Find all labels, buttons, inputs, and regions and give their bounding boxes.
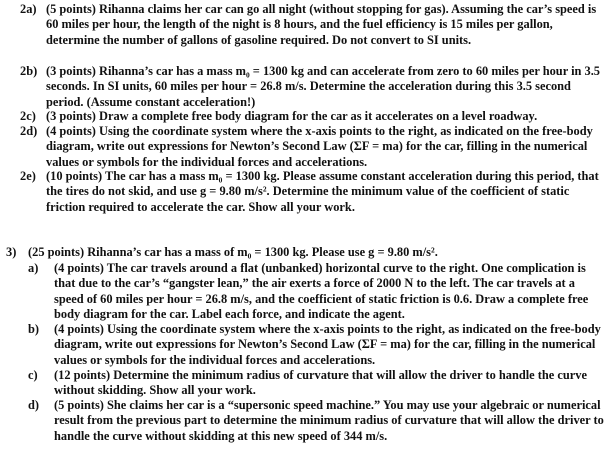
item-text: (12 points) Determine the minimum radius of curvature that will allow the driver to handle the curve without skidding. Show all your work.	[54, 368, 587, 398]
problem-intro-text: (25 points) Rihanna’s car has a mass of m₀ = 1300 kg. Please use g = 9.80 m/s².	[28, 245, 438, 259]
problem-3c	[28, 368, 606, 399]
item-text: (5 points) Rihanna claims her car can go all night (without stopping for gas). Assuming the car’s speed is 60 miles per hour, the length of the night is 8 hours, and the fuel efficiency is 15 miles per gallon, determine the number of gallons of gasoline required. Do not convert to SI units.	[46, 2, 597, 47]
item-label: 2d)	[20, 124, 38, 138]
item-label: 2c)	[20, 109, 36, 123]
item-label: b)	[28, 322, 40, 336]
problem-2c	[20, 109, 602, 124]
item-text: (5 points) She claims her car is a “supersonic speed machine.” You may use your algebraic or numerical result from the previous part to determine the minimum radius of curvature that will allow the driver to handle the curve without skidding at this new speed of 344 m/s.	[54, 398, 604, 443]
item-text: (3 points) Draw a complete free body diagram for the car as it accelerates on a level roadway.	[46, 109, 538, 123]
problem-2b	[20, 64, 602, 110]
problem-3-intro	[6, 245, 588, 260]
item-label: d)	[28, 398, 40, 412]
item-text: (4 points) Using the coordinate system where the x-axis points to the right, as indicated on the free-body diagram, write out expressions for Newton’s Second Law (ΣF = ma) for the car, filling in the numerical values or symbols for the individual forces and accelerations.	[46, 124, 593, 169]
item-text: (4 points) The car travels around a flat (unbanked) horizontal curve to the right. One complication is that due to the car’s “gangster lean,” the air exerts a force of 2000 N to the left. The car travels at a speed of 60 miles per hour = 26.8 m/s, and the coefficient of static friction is 0.6. Draw a complete free body diagram for the car. Label each force, and indicate the agent.	[54, 261, 589, 322]
item-label: a)	[28, 261, 39, 275]
problem-3a	[28, 261, 606, 323]
problem-3d	[28, 398, 606, 444]
item-label: 2b)	[20, 64, 38, 78]
problem-3b	[28, 322, 606, 368]
item-text: (4 points) Using the coordinate system where the x-axis points to the right, as indicated on the free-body diagram, write out expressions for Newton’s Second Law (ΣF = ma) for the car, filling in the numerical values or symbols for the individual forces and accelerations.	[54, 322, 601, 367]
problem-2a	[20, 2, 602, 48]
item-label: 2e)	[20, 169, 36, 183]
item-label: 2a)	[20, 2, 37, 16]
item-text: (3 points) Rihanna’s car has a mass m₀ = 1300 kg and can accelerate from zero to 60 miles per hour in 3.5 seconds. In SI units, 60 miles per hour = 26.8 m/s. Determine the acceleration during this 3.5 second period. (Assume constant acceleration!)	[46, 64, 600, 109]
item-label: c)	[28, 368, 38, 382]
item-text: (10 points) The car has a mass m₀ = 1300 kg. Please assume constant acceleration during this period, that the tires do not skid, and use g = 9.80 m/s². Determine the minimum value of the coefficient of static friction required to accelerate the car. Show all your work.	[46, 169, 599, 214]
problem-2e	[20, 169, 602, 215]
problem-2d	[20, 124, 602, 170]
problem-number: 3)	[6, 245, 17, 259]
